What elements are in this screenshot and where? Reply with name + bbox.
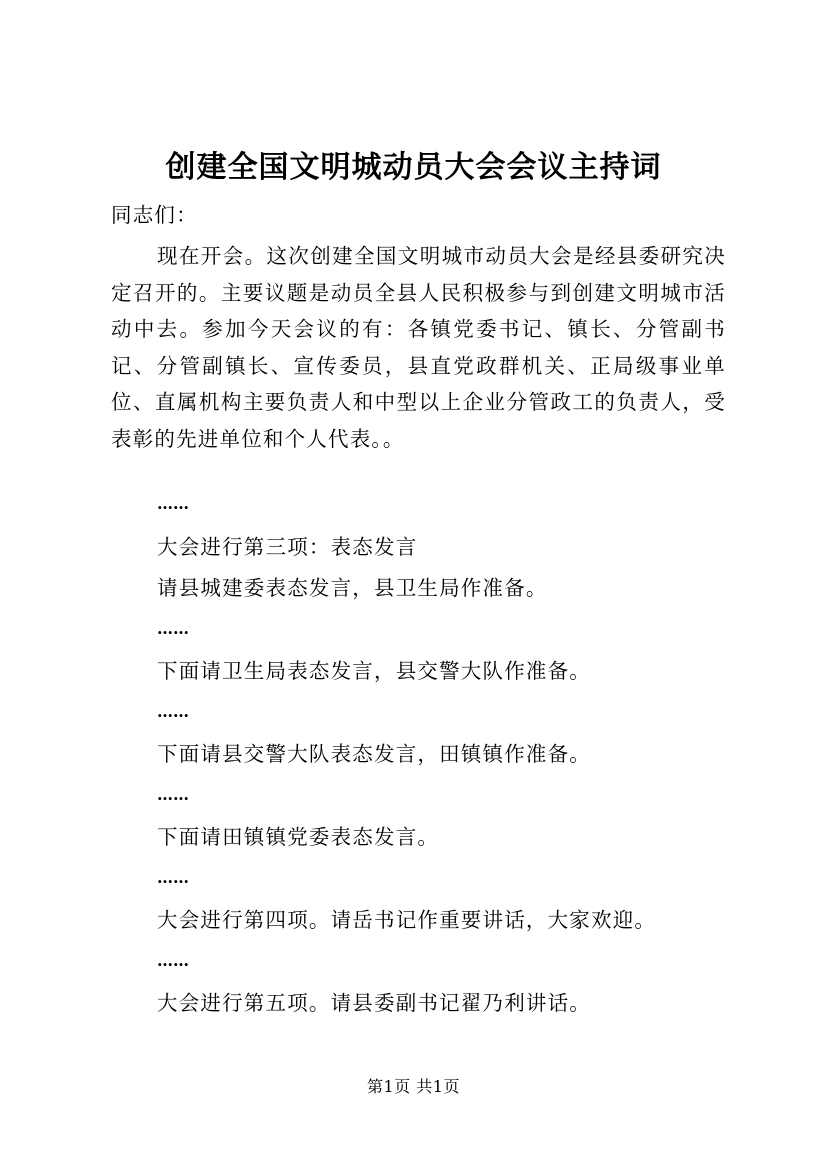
agenda-item-five: 大会进行第五项。请县委副书记翟乃利讲话。 bbox=[157, 991, 591, 1015]
speech-line: 下面请卫生局表态发言，县交警大队作准备。 bbox=[157, 659, 591, 683]
opening-paragraph: 现在开会。这次创建全国文明城市动员大会是经县委研究决定召开的。主要议题是动员全县人民积极参与到创建文明城市活动中去。参加今天会议的有：各镇党委书记、镇长、分管副书记、分管副镇长、宣传委员，县直党政群机关、正局级事业单位、直属机构主要负责人和中型以上企业分管政工的负责人，受表彰的先进单位和个人代表。。 bbox=[111, 244, 726, 451]
page-number: 第1页 共1页 bbox=[367, 1077, 460, 1096]
ellipsis-line: …… bbox=[157, 785, 189, 804]
document-title: 创建全国文明城动员大会会议主持词 bbox=[165, 150, 662, 185]
speech-line: 下面请县交警大队表态发言，田镇镇作准备。 bbox=[157, 742, 591, 766]
ellipsis-line: …… bbox=[157, 494, 189, 513]
salutation: 同志们： bbox=[111, 203, 198, 227]
agenda-item-three: 大会进行第三项：表态发言 bbox=[157, 535, 418, 559]
ellipsis-line: …… bbox=[157, 868, 189, 887]
speech-line: 请县城建委表态发言，县卫生局作准备。 bbox=[157, 576, 548, 600]
agenda-item-four: 大会进行第四项。请岳书记作重要讲话，大家欢迎。 bbox=[157, 908, 657, 932]
ellipsis-line: …… bbox=[157, 702, 189, 721]
ellipsis-line: …… bbox=[157, 951, 189, 970]
speech-line: 下面请田镇镇党委表态发言。 bbox=[157, 825, 440, 849]
ellipsis-line: …… bbox=[157, 619, 189, 638]
